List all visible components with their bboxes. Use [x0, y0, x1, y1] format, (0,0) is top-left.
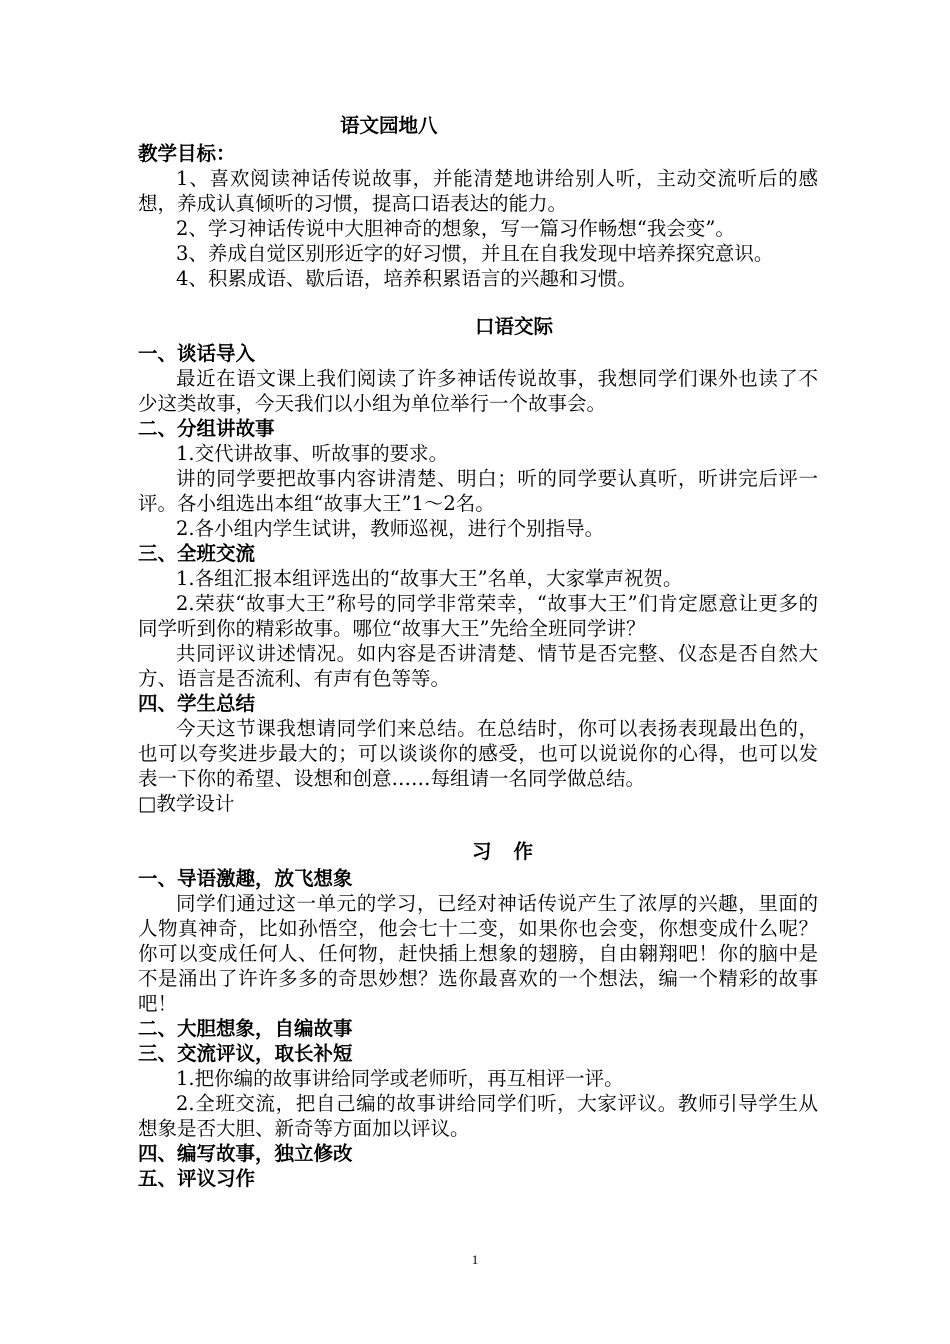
paragraph: 最近在语文课上我们阅读了许多神话传说故事，我想同学们课外也读了不少这类故事，今天我们以小组为单位举行一个故事会。	[138, 367, 818, 415]
goal-item: 2、学习神话传说中大胆神奇的想象，写一篇习作畅想“我会变”。	[176, 217, 735, 240]
paragraph: 2.各小组内学生试讲，教师巡视，进行个别指导。	[176, 517, 605, 540]
paragraph: 讲的同学要把故事内容讲清楚、明白；听的同学要认真听，听讲完后评一评。各小组选出本组“故事大王”1～2名。	[138, 467, 818, 515]
oral-step-heading: 四、学生总结	[138, 692, 256, 715]
paragraph: 共同评议讲述情况。如内容是否讲清楚、情节是否完整、仪态是否自然大方、语言是否流利、有声有色等等。	[138, 642, 818, 690]
lesson-title: 语文园地八	[340, 114, 438, 137]
paragraph: 1.交代讲故事、听故事的要求。	[176, 442, 449, 465]
section-title-oral: 口语交际	[475, 315, 554, 338]
paragraph: 2.荣获“故事大王”称号的同学非常荣幸，“故事大王”们肯定愿意让更多的同学听到你的精彩故事。哪位“故事大王”先给全班同学讲？	[138, 592, 818, 640]
writing-step-heading: 一、导语激趣，放飞想象	[138, 867, 353, 890]
paragraph: 今天这节课我想请同学们来总结。在总结时，你可以表扬表现最出色的，也可以夸奖进步最大的；可以谈谈你的感受，也可以说说你的心得，也可以发表一下你的希望、设想和创意……每组请一名同学做总结。	[138, 717, 818, 790]
section-title-writing: 习作	[472, 840, 556, 863]
design-note: □教学设计	[138, 792, 235, 815]
goal-item: 3、养成自觉区别形近字的好习惯，并且在自我发现中培养探究意识。	[176, 242, 774, 265]
paragraph: 1.各组汇报本组评选出的“故事大王”名单，大家掌声祝贺。	[176, 567, 683, 590]
paragraph: 2.全班交流，把自己编的故事讲给同学们听，大家评议。教师引导学生从想象是否大胆、新奇等方面加以评议。	[138, 1092, 818, 1140]
goal-item: 4、积累成语、歇后语，培养积累语言的兴趣和习惯。	[176, 267, 637, 290]
writing-step-heading: 五、评议习作	[138, 1167, 256, 1190]
writing-step-heading: 三、交流评议，取长补短	[138, 1042, 353, 1065]
paragraph: 1.把你编的故事讲给同学或老师听，再互相评一评。	[176, 1067, 624, 1090]
writing-step-heading: 二、大胆想象，自编故事	[138, 1017, 353, 1040]
writing-step-heading: 四、编写故事，独立修改	[138, 1142, 353, 1165]
oral-step-heading: 一、谈话导入	[138, 342, 256, 365]
goals-heading: 教学目标：	[138, 142, 236, 165]
oral-step-heading: 三、全班交流	[138, 542, 256, 565]
page-number: 1	[471, 1252, 479, 1267]
document-body	[138, 113, 818, 1191]
oral-step-heading: 二、分组讲故事	[138, 417, 275, 440]
paragraph: 同学们通过这一单元的学习，已经对神话传说产生了浓厚的兴趣，里面的人物真神奇，比如孙悟空，他会七十二变，如果你也会变，你想变成什么呢？你可以变成任何人、任何物，赶快插上想象的翅膀，自由翱翔吧！你的脑中是不是涌出了许许多多的奇思妙想？选你最喜欢的一个想法，编一个精彩的故事吧！	[138, 892, 818, 1015]
goal-item: 1、喜欢阅读神话传说故事，并能清楚地讲给别人听，主动交流听后的感想，养成认真倾听的习惯，提高口语表达的能力。	[138, 167, 818, 215]
